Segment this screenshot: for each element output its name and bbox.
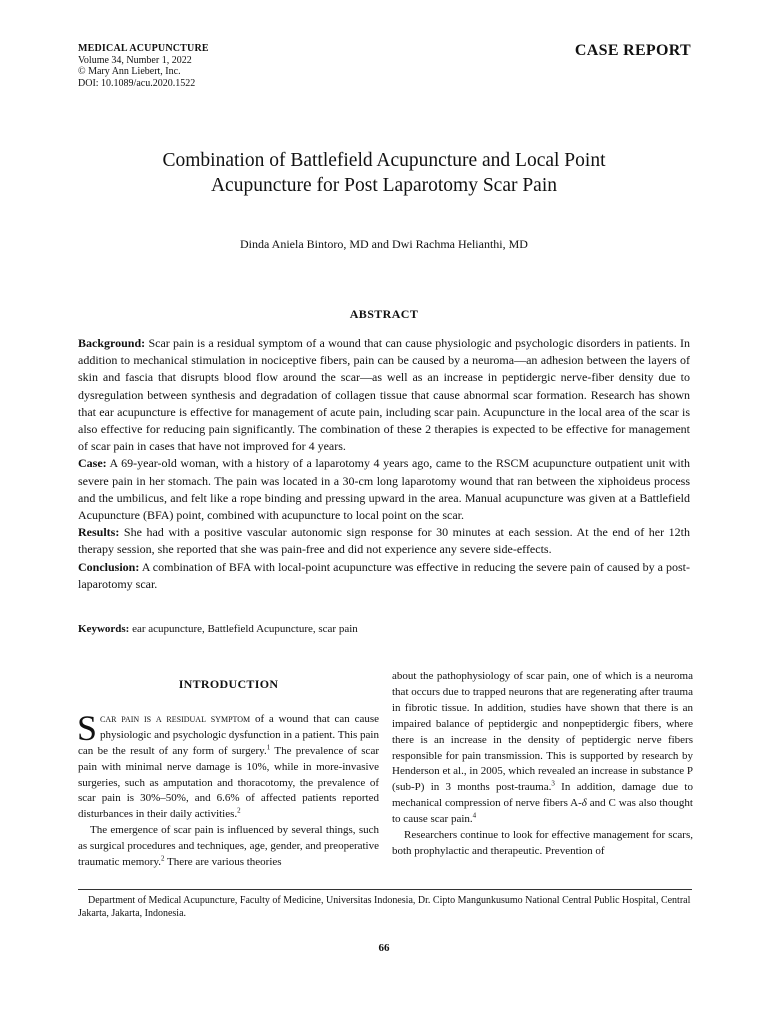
authors: Dinda Aniela Bintoro, MD and Dwi Rachma Helianthi, MD (240, 237, 528, 251)
page-number: 66 (378, 942, 390, 954)
background-label: Background: (78, 336, 146, 350)
left-column (78, 677, 379, 871)
delta-symbol: δ (581, 797, 587, 810)
ref-4[interactable]: 4 (472, 811, 477, 820)
case-label: Case: (78, 456, 107, 471)
abstract-body (78, 335, 690, 593)
right-paragraph-1 (392, 669, 693, 828)
abstract-results (78, 524, 690, 558)
footnote-divider (78, 889, 692, 890)
journal-copyright: © Mary Ann Liebert, Inc. (78, 66, 181, 77)
ref-1[interactable]: 1 (266, 743, 271, 752)
conclusion-label: Conclusion: (78, 559, 140, 574)
article-title (78, 148, 690, 198)
journal-info (78, 43, 209, 89)
intro-p1a: of a wound that can cause physiologic and psychologic dysfunction in a patient. This pain can be the result of any form of surgery. (78, 712, 380, 757)
results-text: She had with a positive vascular autonomic sign response for 30 minutes at each session. At the end of her 12th therapy session, she reported that she was pain-free and did not experience any severe side-effects. (78, 525, 690, 557)
intro-p1b: The prevalence of scar pain with minimal nerve damage is 10%, while in more-invasive surgeries, such as amputation and thoracotomy, the prevalence of scar pain is 30%–50%, and 6.6% of affected patients reported disturbances in their daily activities. (78, 744, 379, 821)
right-column (392, 669, 693, 860)
keywords-label: Keywords: (78, 623, 130, 635)
background-text: Scar pain is a residual symptom of a wound that can cause physiologic and psychologic disorders in patients. In addition to mechanical stimulation in nociceptive fibers, pain can be caused by a neuroma—an adhesion between the layers of skin and fascia that disrupts blood flow around the scar—as well as an increase in peptidergic nerve-fiber density due to dysregulation between synthesis and degradation of collagen tissue that cause abnormal scar formation. Research has shown that ear acupuncture is effective for management of acute pain, including scar pain. Acupuncture in the local area of the scar is also effective for reducing pain significantly. The combination of these 2 therapies is expected to be effective for management of scar pain in cases that have not improved for 4 years. (78, 336, 690, 454)
drop-cap: S (77, 707, 98, 748)
intro-heading: INTRODUCTION (178, 677, 279, 691)
conclusion-text: A combination of BFA with local-point acupuncture was effective in reducing the severe pain of caused by a post-laparotomy scar. (78, 559, 690, 591)
intro-p2a: The emergence of scar pain is influenced by several things, such as surgical procedures and techniques, age, gender, and preoperative traumatic memory. (78, 824, 379, 869)
ref-2b[interactable]: 2 (160, 854, 165, 863)
title-line-2: Acupuncture for Post Laparotomy Scar Pain (210, 175, 558, 196)
title-line-1: Combination of Battlefield Acupuncture and Local Point (162, 150, 606, 171)
abstract-background (78, 335, 690, 455)
abstract-case (78, 455, 690, 524)
ref-3[interactable]: 3 (551, 779, 555, 788)
article-type: CASE REPORT (574, 42, 691, 59)
keywords-text: ear acupuncture, Battlefield Acupuncture, scar pain (129, 623, 358, 635)
right-paragraph-2: Researchers continue to look for effective management for scars, both prophylactic and therapeutic. Prevention of (392, 829, 693, 857)
abstract-conclusion (78, 559, 690, 593)
keywords (78, 623, 690, 635)
intro-p2b: There are various theories (164, 856, 282, 869)
intro-paragraph-1 (77, 707, 380, 823)
intro-paragraph-2 (78, 823, 379, 871)
right-p1c: and C was also thought to cause scar pain. (392, 797, 693, 826)
results-label: Results: (78, 525, 120, 540)
affiliation-footnote: Department of Medical Acupuncture, Faculty of Medicine, Universitas Indonesia, Dr. Cipto Mangunkusumo National Central Public Hospital, Central Jakarta, Jakarta, Indonesia. (78, 895, 691, 919)
case-text: A 69-year-old woman, with a history of a laparotomy 4 years ago, came to the RSCM acupuncture outpatient unit with severe pain in her stomach. The pain was located in a 30-cm long laparotomy wound that ran between the xiphoideus process and the umbilicus, and felt like a rope binding and pressing upward in the area. Manual acupuncture was given at a Battlefield Acupuncture (BFA) point, combined with acupuncture to local point on the scar. (78, 456, 690, 523)
journal-volume: Volume 34, Number 1, 2022 (78, 54, 192, 66)
ref-2[interactable]: 2 (237, 806, 241, 815)
journal-doi[interactable]: DOI: 10.1089/acu.2020.1522 (78, 77, 196, 89)
abstract-heading: ABSTRACT (349, 307, 419, 321)
intro-smallcaps: car pain is a residual symptom (100, 712, 251, 725)
right-p1b: In addition, damage due to mechanical compression of nerve fibers A- (392, 781, 693, 810)
right-p1a: about the pathophysiology of scar pain, one of which is a neuroma that occurs due to trapped neurons that are regenerating after trauma in fibrotic tissue. In addition, studies have shown that there is an impaired balance of peptidergic and nonpeptidergic fibers, where there is an increase in the density of peptidergic nerve fibers responsible for pain transmission. This is supported by research by Henderson et al., in 2005, which revealed an increase in substance P (sub-P) in 3 months post-trauma. (392, 670, 693, 794)
journal-name: MEDICAL ACUPUNCTURE (78, 43, 209, 54)
